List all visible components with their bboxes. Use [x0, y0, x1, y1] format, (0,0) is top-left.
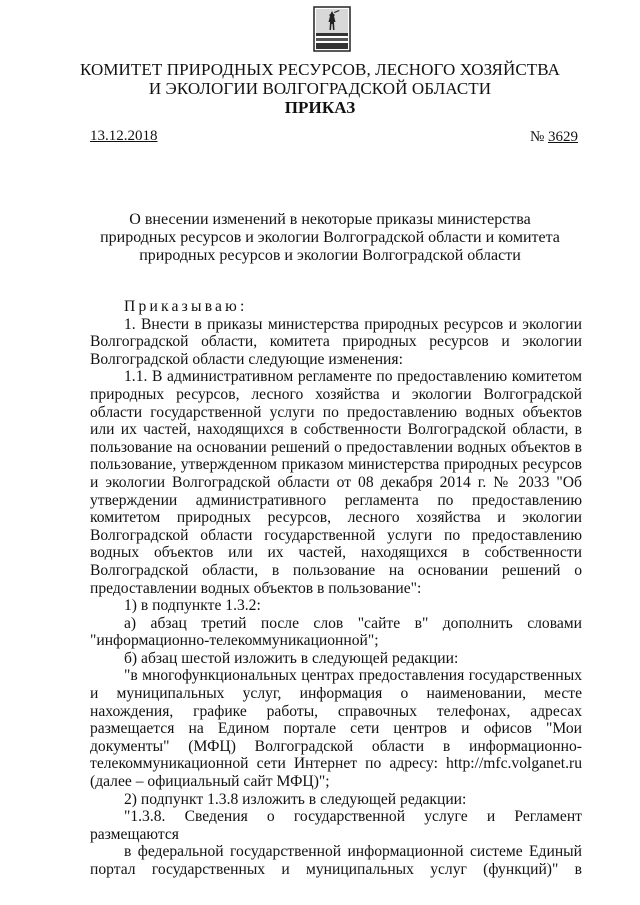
subitem-2: 2) подпункт 1.3.8 изложить в следующей редакции: [124, 790, 467, 808]
document-body [90, 298, 582, 879]
paragraph-1: 1. Внести в приказы министерства природных ресурсов и экологии Волгоградской области, комитета природных ресурсов и экологии Волгоградской области следующие изменения: [90, 315, 582, 368]
paragraph-portal: в федеральной государственной информационной системе Единый портал государственных и муниципальных услуг (функций)" в [90, 843, 582, 878]
paragraph-1-1: 1.1. В административном регламенте по предоставлению комитетом природных ресурсов, лесного хозяйства и экологии Волгоградской области государственной услуги по предоставлению водных объектов или их частей, находящихся в собственности Волгоградской области, в пользование на основании решений о предоставлении водных объектов в пользование, утвержденном приказом министерства природных ресурсов и экологии Волгоградской области от 08 декабря 2014 г. № 2033 "Об утверждении административного регламента по предоставлению комитетом природных ресурсов, лесного хозяйства и экологии Волгоградской области государственной услуги по предоставлению водных объектов или их частей, находящихся в собственности Волгоградской области, в пользование на основании решений о предоставлении водных объектов в пользование": [90, 368, 582, 597]
header-line-2: И ЭКОЛОГИИ ВОЛГОГРАДСКОЙ ОБЛАСТИ [148, 79, 492, 98]
document-number [530, 129, 578, 146]
document-subject: О внесении изменений в некоторые приказы министерства природных ресурсов и экологии Волгоградской области и комитета природных ресурсов и экологии Волгоградской области [100, 211, 560, 264]
subitem-a: а) абзац третий после слов "сайте в" дополнить словами "информационно-телекоммуникационной"; [90, 614, 582, 650]
quoted-text-mfc: "в многофункциональных центрах предоставления государственных и муниципальных услуг, информация о наименовании, месте нахождения, графике работы, справочных телефонах, адресах размещается на Едином портале сети центров и офисов "Мои документы" (МФЦ) Волгоградской области в информационно-телекоммуникационной сети Интернет по адресу: http://mfc.volganet.ru (далее – официальный сайт МФЦ)"; [90, 667, 582, 791]
number-prefix: № [529, 129, 545, 145]
coat-of-arms-icon [313, 6, 351, 52]
order-word: Приказываю: [124, 298, 248, 315]
document-header [0, 60, 640, 117]
header-line-1: КОМИТЕТ ПРИРОДНЫХ РЕСУРСОВ, ЛЕСНОГО ХОЗЯЙСТВА [79, 60, 561, 79]
subitem-b: б) абзац шестой изложить в следующей редакции: [124, 649, 459, 667]
document-type: ПРИКАЗ [284, 98, 356, 117]
subitem-1: 1) в подпункте 1.3.2: [124, 597, 261, 615]
document-date: 13.12.2018 [90, 128, 158, 144]
number-value: 3629 [548, 129, 578, 145]
quoted-text-1-3-8: "1.3.8. Сведения о государственной услуге и Регламент размещаются [90, 808, 582, 843]
